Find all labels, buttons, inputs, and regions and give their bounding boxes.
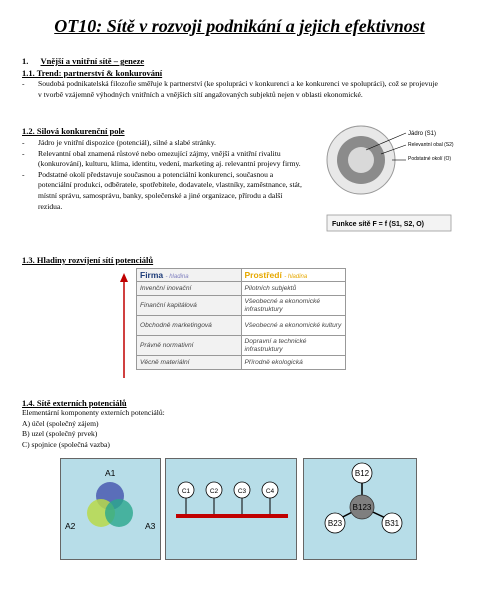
- section-1-2-heading: 1.2. Silová konkurenční pole: [22, 126, 125, 136]
- table-header-row: [137, 269, 346, 282]
- section-1-3-heading: 1.3. Hladiny rozvíjení sítí potenciálů: [22, 255, 154, 265]
- figure-caption: Funkce sítě F = f (S1, S2, O): [332, 221, 424, 228]
- list-item: B) uzel (společný prvek): [22, 429, 98, 439]
- venn-diagram-panel: [60, 458, 161, 560]
- legend-environment: Podstatné okolí (O): [408, 156, 452, 162]
- connector-bar: [176, 514, 288, 518]
- core-circle: [348, 147, 374, 173]
- page-title: OT10: Sítě v rozvoji podnikání a jejich efektivnost: [54, 16, 425, 36]
- intro-text: Elementární komponenty externích potenciálů:: [22, 408, 165, 417]
- list-item: - Relevantní obal znamená růstové nebo omezující zájmy, vnější a vnitřní rivalitu (konkurování), kulturu, klima, identitu, vedení, marketing aj. relevantní projevy firmy.: [22, 149, 304, 170]
- venn-label-a1: A1: [105, 468, 116, 478]
- venn-circle-a3: [105, 499, 133, 527]
- concentric-fields-figure: [326, 120, 456, 232]
- venn-label-a2: A2: [65, 521, 76, 531]
- table-row: Věcně materiální Přírodně ekologická: [137, 356, 346, 370]
- nodes-diagram: [166, 459, 296, 559]
- table-row: Finanční kapitálová Všeobecné a ekonomické infrastruktury: [137, 296, 346, 316]
- section-1-number: 1.: [22, 56, 29, 66]
- section-1-4-body: [22, 408, 322, 450]
- table-row: Obchodně marketingová Všeobecné a ekonomické kultury: [137, 316, 346, 336]
- table-row: Invenční inovační Pilotních subjektů: [137, 282, 346, 296]
- list-item: - Podstatné okolí představuje současnou a potenciální konkurenci, současnou a potenciální produkci, odběratele, spotřebitele, dodavatele, vlastníky, zaměstnance, stát, místní správu, samosprávu, banky, společenské a jiné organizace, přírodu a další rezidua.: [22, 170, 304, 212]
- column-header-environment: Prostředí - hladina: [241, 269, 346, 282]
- section-1-1-list: [22, 79, 442, 100]
- node-label-c2: C2: [209, 488, 219, 495]
- column-header-firm: Firma - hladina: [137, 269, 242, 282]
- legend-shell: Relevantní obal (S2): [408, 142, 454, 148]
- node-label-c3: C3: [237, 488, 247, 495]
- node-label-b23: B23: [327, 519, 343, 528]
- list-item: A) účel (společný zájem): [22, 418, 99, 428]
- nodes-diagram-panel: [165, 458, 297, 560]
- star-diagram: [304, 459, 416, 559]
- list-item: - Jádro je vnitřní dispozice (potenciál), silné a slabé stránky.: [22, 138, 304, 149]
- venn-label-a3: A3: [145, 521, 156, 531]
- legend-core: Jádro (S1): [408, 131, 437, 137]
- node-label-c4: C4: [265, 488, 275, 495]
- section-1-title: Vnější a vnitřní sítě – geneze: [40, 56, 145, 66]
- table-row: Právně normativní Dopravní a technické infrastruktury: [137, 336, 346, 356]
- section-1-2-list: [22, 138, 304, 212]
- growth-arrow-icon: [118, 272, 130, 380]
- star-diagram-panel: [303, 458, 417, 560]
- node-label-b31: B31: [384, 519, 400, 528]
- list-item: - Soudobá podnikatelská filozofie směřuje k partnerství (ke spolupráci v konkurenci a ke konkurenci ve spolupráci), což se projevuje v tvorbě vzájemně výhodných vnitřních a vnějších sítí angažovaných subjektů nejen v oblasti ekonomické.: [22, 79, 442, 100]
- list-item: C) spojnice (společná vazba): [22, 439, 110, 449]
- venn-diagram: [61, 459, 160, 559]
- section-1-heading: [22, 56, 144, 66]
- node-label-b123: B123: [352, 503, 372, 512]
- node-label-b12: B12: [354, 469, 370, 478]
- section-1-1-heading: 1.1. Trend: partnerství & konkurování: [22, 68, 163, 78]
- node-label-c1: C1: [181, 488, 191, 495]
- section-1-4-heading: 1.4. Sítě externích potenciálů: [22, 398, 127, 408]
- levels-table: [136, 268, 346, 370]
